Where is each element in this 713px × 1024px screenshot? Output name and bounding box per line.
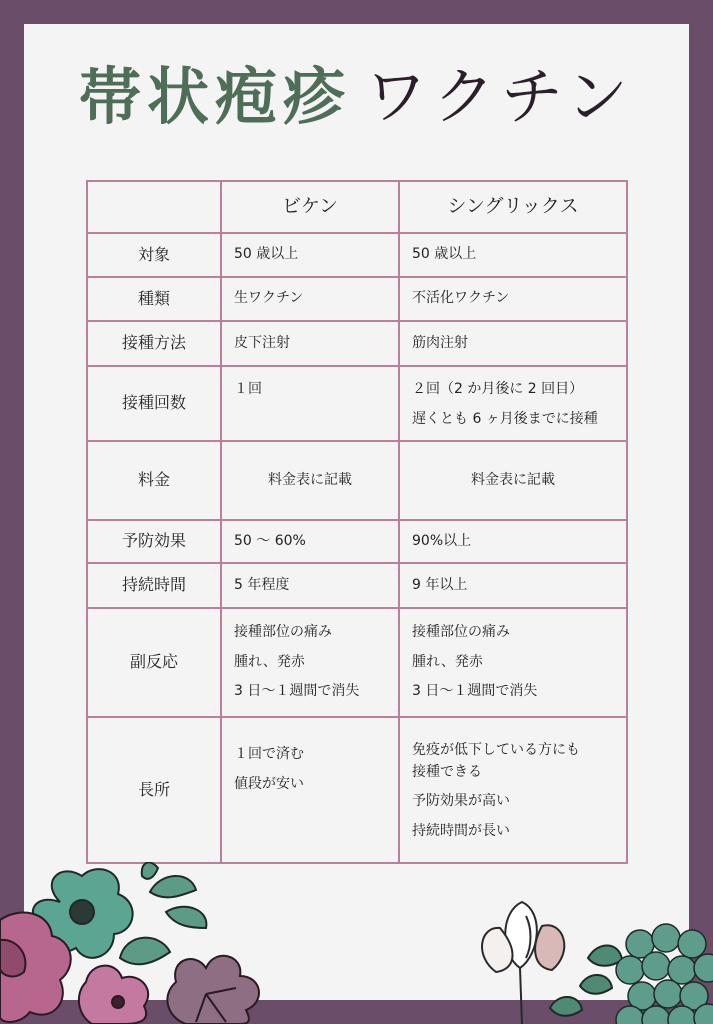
shingrix-cell — [399, 321, 627, 366]
cell-text: １回 — [234, 381, 262, 397]
table-row — [87, 608, 627, 717]
cell-text: 値段が安い — [234, 775, 304, 792]
cell-text: 接種できる — [412, 763, 482, 780]
biken-cell — [221, 233, 399, 277]
cell-text: 筋肉注射 — [412, 334, 468, 351]
row-label: 副反応 — [87, 608, 221, 717]
table-row — [87, 520, 627, 563]
cell-text: 9 年以上 — [412, 576, 468, 593]
cell-text: 皮下注射 — [234, 334, 290, 351]
row-label: 長所 — [87, 717, 221, 863]
row-label: 予防効果 — [87, 520, 221, 563]
row-label: 接種回数 — [87, 366, 221, 441]
cell-text: 3 日～１週間で消失 — [412, 683, 538, 700]
header-empty — [87, 181, 221, 233]
title-kana: ワクチン — [365, 60, 634, 133]
row-label: 種類 — [87, 277, 221, 321]
biken-cell — [221, 563, 399, 608]
shingrix-cell — [399, 233, 627, 277]
cell-text: 予防効果が高い — [412, 793, 510, 810]
header-biken: ビケン — [221, 181, 399, 233]
table-row — [87, 366, 627, 441]
shingrix-cell — [399, 608, 627, 717]
row-label: 持続時間 — [87, 563, 221, 608]
comparison-table — [86, 180, 628, 864]
biken-cell — [221, 608, 399, 717]
shingrix-cell — [399, 520, 627, 563]
table-row — [87, 563, 627, 608]
cell-text: 50 歳以上 — [412, 246, 477, 263]
cell-text: 料金表に記載 — [471, 471, 555, 488]
cell-text: 免疫が低下している方にも — [412, 742, 580, 758]
cell-text: 90%以上 — [412, 532, 472, 549]
cell-text: 3 日～１週間で消失 — [234, 683, 360, 700]
cell-text: 腫れ、発赤 — [234, 653, 305, 670]
row-label: 接種方法 — [87, 321, 221, 366]
cell-text: 持続時間が長い — [412, 823, 510, 840]
biken-cell — [221, 520, 399, 563]
flower-bouquet-left-icon — [0, 862, 270, 1024]
shingrix-cell — [399, 563, 627, 608]
cell-text: 50 歳以上 — [234, 246, 299, 263]
cell-text: 生ワクチン — [234, 290, 304, 307]
cell-text: 遅くとも 6 ヶ月後までに接種 — [412, 410, 598, 427]
shingrix-cell — [399, 441, 627, 520]
title-kanji: 帯状疱疹 — [79, 60, 352, 133]
row-label: 対象 — [87, 233, 221, 277]
cell-text: 不活化ワクチン — [412, 290, 510, 307]
cell-text: 腫れ、発赤 — [412, 653, 483, 670]
cell-text: 料金表に記載 — [268, 471, 352, 488]
row-label: 料金 — [87, 441, 221, 520]
header-shingrix: シングリックス — [399, 181, 627, 233]
cell-text: 50 ～ 60% — [234, 532, 306, 549]
cell-text: １回で済む — [234, 746, 304, 762]
biken-cell — [221, 717, 399, 863]
shingrix-cell — [399, 366, 627, 441]
table-row — [87, 321, 627, 366]
table-row — [87, 717, 627, 863]
shingrix-cell — [399, 277, 627, 321]
cell-text: 接種部位の痛み — [234, 623, 332, 640]
cell-text: 接種部位の痛み — [412, 623, 510, 640]
table-header-row — [87, 181, 627, 233]
cell-text: ２回（2 か月後に 2 回目） — [412, 381, 584, 397]
table-row — [87, 277, 627, 321]
page-title — [0, 60, 713, 133]
table-row — [87, 233, 627, 277]
biken-cell — [221, 366, 399, 441]
cell-text: 5 年程度 — [234, 576, 290, 593]
table-row — [87, 441, 627, 520]
biken-cell — [221, 321, 399, 366]
shingrix-cell — [399, 717, 627, 863]
flower-bouquet-right-icon — [470, 898, 713, 1024]
biken-cell — [221, 441, 399, 520]
biken-cell — [221, 277, 399, 321]
